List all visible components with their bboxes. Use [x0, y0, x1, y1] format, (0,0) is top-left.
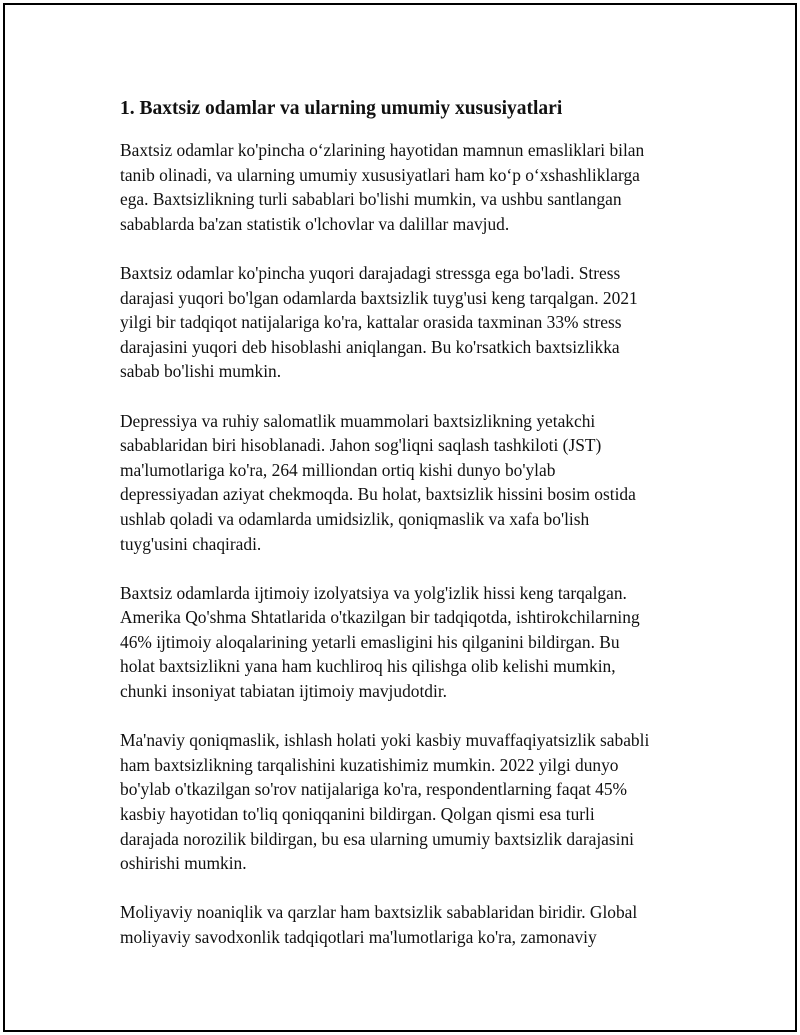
paragraph-line: Amerika Qo'shma Shtatlarida o'tkazilgan bir tadqiqotda, ishtirokchilarning: [120, 607, 640, 628]
document-content: [120, 96, 700, 974]
body-paragraph: [120, 581, 700, 704]
paragraph-line: ham baxtsizlikning tarqalishini kuzatishimiz mumkin. 2022 yilgi dunyo: [120, 754, 619, 775]
paragraph-line: tanib olinadi, va ularning umumiy xususiyatlari ham ko‘p o‘xshashliklarga: [120, 164, 640, 185]
paragraph-line: bo'ylab o'tkazilgan so'rov natijalariga ko'ra, respondentlarning faqat 45%: [120, 779, 628, 800]
paragraph-line: moliyaviy savodxonlik tadqiqotlari ma'lumotlariga ko'ra, zamonaviy: [120, 927, 597, 947]
paragraph-line: yilgi bir tadqiqot natijalariga ko'ra, kattalar orasida taxminan 33% stress: [120, 312, 622, 333]
body-paragraph: [120, 900, 700, 949]
paragraph-line: chunki insoniyat tabiatan ijtimoiy mavjudotdir.: [120, 681, 447, 702]
section-heading: 1. Baxtsiz odamlar va ularning umumiy xususiyatlari: [120, 98, 563, 119]
paragraph-line: Baxtsiz odamlar ko'pincha yuqori darajadagi stressga ega bo'ladi. Stress: [120, 262, 621, 283]
paragraph-line: Baxtsiz odamlar ko'pincha o‘zlarining hayotidan mamnun emasliklari bilan: [120, 140, 645, 160]
paragraph-line: ushlab qoladi va odamlarda umidsizlik, qoniqmaslik va xafa bo'lish: [120, 508, 590, 529]
body-paragraph: [120, 261, 700, 384]
document-page: [3, 3, 797, 1032]
paragraph-line: sabab bo'lishi mumkin.: [120, 361, 282, 382]
body-paragraph: [120, 728, 700, 876]
paragraph-line: sabablarda ba'zan statistik o'lchovlar va dalillar mavjud.: [120, 213, 510, 234]
paragraph-line: darajasini yuqori deb hisoblashi aniqlangan. Bu ko'rsatkich baxtsizlikka: [120, 336, 620, 357]
paragraph-line: darajada norozilik bildirgan, bu esa ularning umumiy baxtsizlik darajasini: [120, 828, 635, 849]
paragraph-line: ma'lumotlariga ko'ra, 264 milliondan ortiq kishi dunyo bo'ylab: [120, 459, 556, 480]
paragraph-line: kasbiy hayotidan to'liq qoniqqanini bildirgan. Qolgan qismi esa turli: [120, 804, 595, 825]
paragraph-line: Depressiya va ruhiy salomatlik muammolari baxtsizlikning yetakchi: [120, 410, 596, 431]
paragraph-line: 46% ijtimoiy aloqalarining yetarli emasligini his qilganini bildirgan. Bu: [120, 631, 620, 652]
paragraph-line: depressiyadan aziyat chekmoqda. Bu holat, baxtsizlik hissini bosim ostida: [120, 484, 636, 505]
paragraph-line: sabablaridan biri hisoblanadi. Jahon sog'liqni saqlash tashkiloti (JST): [120, 435, 602, 456]
paragraph-line: holat baxtsizlikni yana ham kuchliroq his qilishga olib kelishi mumkin,: [120, 656, 616, 677]
body-paragraph: [120, 409, 700, 557]
paragraph-line: oshirishi mumkin.: [120, 853, 247, 874]
paragraph-line: darajasi yuqori bo'lgan odamlarda baxtsizlik tuyg'usi keng tarqalgan. 2021: [120, 287, 638, 308]
paragraph-line: tuyg'usini chaqiradi.: [120, 533, 262, 554]
paragraph-line: Baxtsiz odamlarda ijtimoiy izolyatsiya va yolg'izlik hissi keng tarqalgan.: [120, 582, 627, 603]
paragraph-list: [120, 138, 700, 950]
paragraph-line: Moliyaviy noaniqlik va qarzlar ham baxtsizlik sabablaridan biridir. Global: [120, 902, 638, 923]
body-paragraph: [120, 138, 700, 236]
paragraph-line: Ma'naviy qoniqmaslik, ishlash holati yoki kasbiy muvaffaqiyatsizlik sababli: [120, 730, 650, 751]
paragraph-line: ega. Baxtsizlikning turli sabablari bo'lishi mumkin, va ushbu santlangan: [120, 189, 622, 210]
